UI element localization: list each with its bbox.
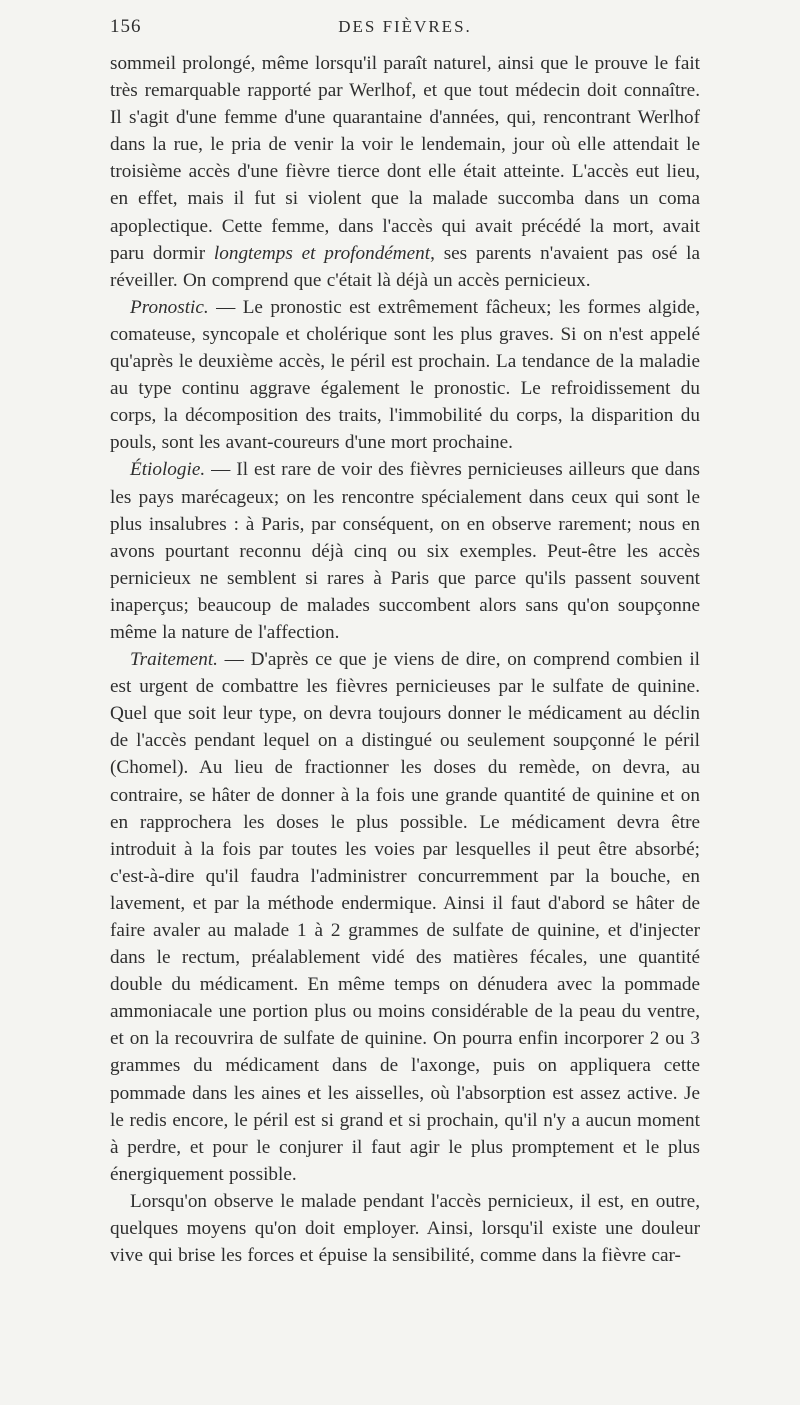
paragraph-text: — D'après ce que je viens de dire, on comprend combien il est urgent de combattre les fièvres pernicieuses par le sulfate de quinine. Quel que soit leur type, on devra toujours donner le médicament au déclin de l'accès pendant lequel on a distingué ou seulement soupçonné le péril (Chomel). Au lieu de fractionner les doses du remède, on devra, au contraire, se hâter de donner à la fois une grande quantité de quinine et on en rapprochera les doses le plus possible. Le médicament devra être introduit à la fois par toutes les voies par lesquelles il peut être absorbé; c'est-à-dire qu'il faudra l'administrer concurremment par la bouche, en lavement, et par la méthode endermique. Ainsi il faut d'abord se hâter de faire avaler au malade 1 à 2 grammes de sulfate de quinine, et d'injecter dans le rectum, préalablement vidé des matières fécales, une quantité double du médicament. En même temps on dénudera avec la pommade ammoniacale une portion plus ou moins considérable de la peau du ventre, et on la recouvrira de sulfate de quinine. On pourra enfin incorporer 2 ou 3 grammes du médicament dans de l'axonge, puis on appliquera cette pommade dans les aines et les aisselles, où l'absorption est assez active. Je le redis encore, le péril est si grand et si prochain, qu'il n'y a aucun moment à perdre, et pour le conjurer il faut agir le plus promptement et le plus énergiquement possible. bbox=[110, 649, 700, 1185]
paragraph-continuation bbox=[110, 50, 700, 294]
section-rubric-pronostic: Pronostic. bbox=[130, 296, 209, 318]
paragraph-text: , ses parents n'avaient pas osé la réveiller. On comprend que c'était là déjà un accès pernicieux. bbox=[110, 242, 700, 291]
section-rubric-traitement: Traitement. bbox=[130, 649, 218, 671]
paragraph-text: — Le pronostic est extrêmement fâcheux; les formes algide, comateuse, syncopale et cholérique sont les plus graves. Si on n'est appelé qu'après le deuxième accès, le péril est prochain. La tendance de la maladie au type continu aggrave également le pronostic. Le refroidissement du corps, la décomposition des traits, l'immobilité du corps, la disparition du pouls, sont les avant-coureurs d'une mort prochaine. bbox=[110, 296, 700, 454]
paragraph-final bbox=[110, 1188, 700, 1269]
paragraph-traitement bbox=[110, 646, 700, 1188]
running-title: DES FIÈVRES. bbox=[338, 17, 472, 36]
section-rubric-etiologie: Étiologie. bbox=[130, 459, 206, 481]
paragraph-text: sommeil prolongé, même lorsqu'il paraît naturel, ainsi que le prouve le fait très remarquable rapporté par Werlhof, et que tout médecin doit connaître. Il s'agit d'une femme d'une quarantaine d'années, qui, rencontrant Werlhof dans la rue, le pria de venir la voir le lendemain, jour où elle attendait le troisième accès d'une fièvre tierce dont elle était atteinte. L'accès eut lieu, en effet, mais il fut si violent que la malade succomba dans un coma apoplectique. Cette femme, dans l'accès qui avait précédé la mort, avait paru dormir bbox=[110, 53, 700, 264]
page-number: 156 bbox=[110, 16, 142, 37]
paragraph-text: Lorsqu'on observe le malade pendant l'accès pernicieux, il est, en outre, quelques moyens qu'on doit employer. Ainsi, lorsqu'il existe une douleur vive qui brise les forces et épuise la sensibilité, comme dans la fièvre car- bbox=[110, 1190, 700, 1267]
body-text bbox=[110, 50, 700, 1269]
paragraph-text: — Il est rare de voir des fièvres pernicieuses ailleurs que dans les pays marécageux; on les rencontre spécialement dans ceux qui sont le plus insalubres : à Paris, par conséquent, on en observe rarement; nous en avons pourtant reconnu déjà cinq ou six exemples. Peut-être les accès pernicieux ne semblent si rares à Paris que parce qu'ils passent souvent inaperçus; beaucoup de malades succombent alors sans qu'on soupçonne même la nature de l'affection. bbox=[110, 459, 700, 643]
paragraph-etiologie bbox=[110, 456, 700, 646]
running-head bbox=[110, 16, 700, 42]
emphasis-text: longtemps et profondément bbox=[213, 242, 431, 264]
paragraph-pronostic bbox=[110, 294, 700, 457]
